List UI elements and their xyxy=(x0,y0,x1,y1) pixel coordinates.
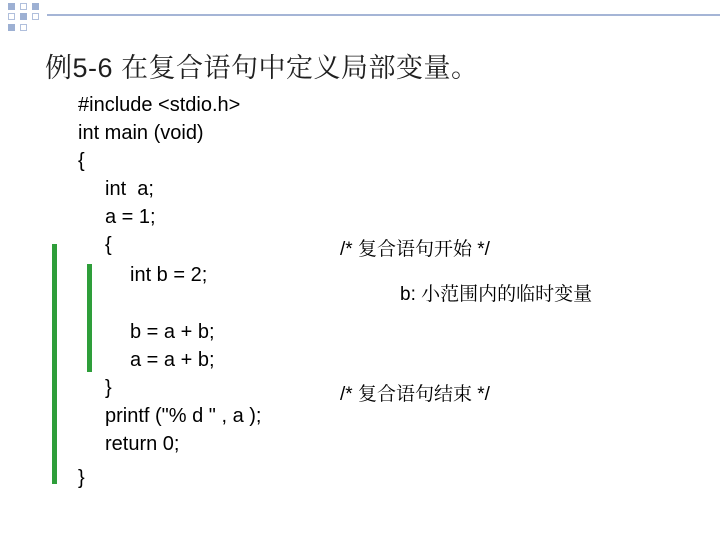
deco-square xyxy=(32,13,39,20)
deco-square xyxy=(20,3,27,10)
code-line-assign-a: a = 1; xyxy=(105,206,156,228)
code-line-block-open: { xyxy=(105,234,112,256)
code-line-b-sum: b = a + b; xyxy=(130,321,215,343)
deco-square xyxy=(8,3,15,10)
comment-block-start: /* 复合语句开始 */ xyxy=(340,239,490,260)
comment-temp-var: b: 小范围内的临时变量 xyxy=(400,284,593,305)
deco-square xyxy=(20,24,27,31)
code-line-a-sum: a = a + b; xyxy=(130,349,215,371)
deco-square xyxy=(20,13,27,20)
slide-title: 例5-6 在复合语句中定义局部变量。 xyxy=(45,53,479,83)
deco-square xyxy=(32,3,39,10)
code-line-declare-a: int a; xyxy=(105,178,154,200)
code-line-return: return 0; xyxy=(105,433,180,455)
code-line-open-brace: { xyxy=(78,150,85,172)
code-line-declare-b: int b = 2; xyxy=(130,264,208,286)
code-line-printf: printf ("% d " , a ); xyxy=(105,405,262,427)
inner-scope-bar xyxy=(87,264,92,372)
deco-square xyxy=(8,13,15,20)
header-rule xyxy=(47,14,720,16)
deco-square xyxy=(8,24,15,31)
code-line-block-close: } xyxy=(105,377,112,399)
comment-block-end: /* 复合语句结束 */ xyxy=(340,384,490,405)
code-line-main: int main (void) xyxy=(78,122,204,144)
code-line-close-brace: } xyxy=(78,467,85,489)
code-line-include: #include <stdio.h> xyxy=(78,94,241,116)
outer-scope-bar xyxy=(52,244,57,484)
